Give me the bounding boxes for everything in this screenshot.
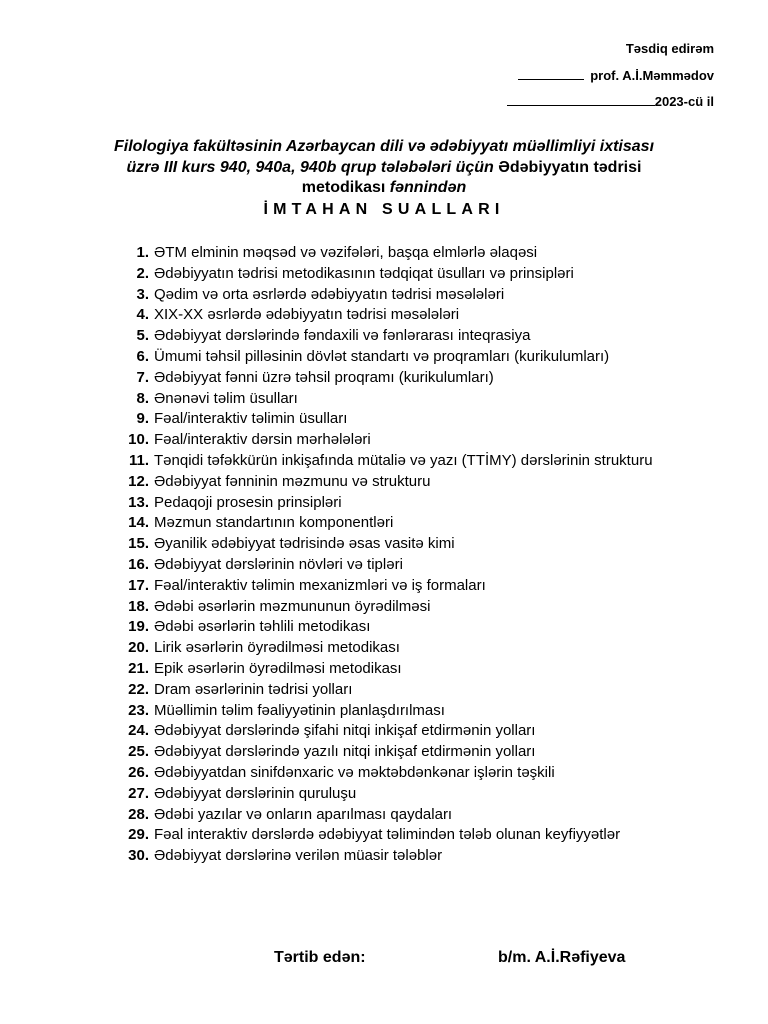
question-number: 9. [136,410,149,428]
question-text: Fəal/interaktiv dərsin mərhələləri [154,431,371,449]
question-text: Ədəbi yazılar və onların aparılması qaydaları [154,805,453,823]
question-text: Ədəbiyyatın tədrisi metodikasının tədqiqat üsulları və prinsipləri [154,264,574,282]
question-text: Müəllimin təlim fəaliyyətinin planlaşdırılması [154,701,445,719]
question-text: Məzmun standartının komponentləri [154,514,394,532]
question-number: 25. [128,743,149,761]
question-item [117,784,715,805]
question-text: Epik əsərlərin öyrədilməsi metodikası [154,659,402,677]
question-number: 2. [136,264,149,282]
question-item [117,763,715,784]
question-text: Əyanilik ədəbiyyat tədrisində əsas vasitə kimi [154,535,455,553]
question-item [117,285,715,306]
question-text: Dram əsərlərinin tədrisi yolları [154,680,353,698]
question-item [117,680,715,701]
question-number: 11. [128,451,149,469]
question-text: Fəal/interaktiv təlimin mexanizmləri və iş formaları [154,576,486,594]
question-text: Ədəbiyyat dərslərinin quruluşu [154,784,357,802]
date-blank [507,93,655,106]
question-number: 26. [128,763,149,781]
compiled-by-label: Tərtib edən: [274,949,366,966]
question-number: 27. [128,784,149,802]
question-item [117,305,715,326]
question-number: 13. [128,493,149,511]
question-text: Ədəbiyyat dərslərinə verilən müasir tələblər [154,847,443,865]
question-item [117,576,715,597]
question-item [117,617,715,638]
question-number: 8. [136,389,149,407]
question-item [117,326,715,347]
approval-block [507,36,714,116]
question-item [117,721,715,742]
question-text: Ədəbiyyat dərslərində fəndaxili və fənlərarası inteqrasiya [154,327,531,345]
question-number: 23. [128,701,149,719]
question-number: 17. [128,576,149,594]
exam-title: İMTAHAN SUALLARI [263,200,505,218]
question-text: Lirik əsərlərin öyrədilməsi metodikası [154,639,400,657]
approval-signature-line [507,63,714,90]
question-item [117,846,715,867]
question-text: Ədəbi əsərlərin təhlili metodikası [154,618,371,636]
question-number: 6. [136,347,149,365]
question-text: XIX-XX əsrlərdə ədəbiyyatın tədrisi məsələləri [154,306,460,324]
signature-blank [518,67,584,80]
question-text: Ədəbi əsərlərin məzmununun öyrədilməsi [154,597,431,615]
question-text: Ədəbiyyat dərslərində yazılı nitqi inkişaf etdirmənin yolları [154,743,536,761]
question-number: 5. [136,327,149,345]
heading-description [100,137,668,199]
question-item [117,451,715,472]
question-text: Ümumi təhsil pilləsinin dövlət standartı və proqramları (kurikulumları) [154,347,610,365]
question-text: Ədəbiyyat fənni üzrə təhsil proqramı (kurikulumları) [154,368,494,386]
question-item [117,825,715,846]
question-number: 24. [128,722,149,740]
question-number: 3. [136,285,149,303]
question-number: 20. [128,639,149,657]
question-item [117,742,715,763]
question-number: 30. [128,847,149,865]
question-number: 21. [128,659,149,677]
compiler-name: b/m. A.İ.Rəfiyeva [498,949,626,966]
question-text: Fəal/interaktiv təlimin üsulları [154,410,348,428]
question-number: 12. [128,472,149,490]
question-item [117,513,715,534]
question-text: Fəal interaktiv dərslərdə ədəbiyyat təlimindən tələb olunan keyfiyyətlər [154,826,621,844]
question-item [117,659,715,680]
heading-part-3: fənnindən [389,179,467,196]
question-item [117,555,715,576]
question-number: 10. [128,431,149,449]
question-item [117,534,715,555]
question-number: 7. [136,368,149,386]
question-item [117,701,715,722]
question-text: Ədəbiyyat dərslərində şifahi nitqi inkişaf etdirmənin yolları [154,722,536,740]
question-number: 15. [128,535,149,553]
question-item [117,347,715,368]
question-text: Ədəbiyyat fənninin məzmunu və strukturu [154,472,431,490]
question-text: Pedaqoji prosesin prinsipləri [154,493,342,511]
question-number: 4. [136,306,149,324]
question-text: Tənqidi təfəkkürün inkişafında mütaliə və yazı (TTİMY) dərslərinin strukturu [154,451,653,469]
approver-name: prof. A.İ.Məmmədov [590,67,714,83]
approval-date-line [507,89,714,116]
question-item [117,389,715,410]
heading-part-2: Ədəbiyyatın tədrisi metodikası [301,158,642,196]
question-list [117,243,715,867]
question-item [117,264,715,285]
question-item [117,597,715,618]
question-number: 22. [128,680,149,698]
question-item [117,368,715,389]
question-item [117,409,715,430]
question-text: Ədəbiyyat dərslərinin növləri və tipləri [154,555,403,573]
question-number: 16. [128,555,149,573]
question-item [117,805,715,826]
approval-title: Təsdiq edirəm [625,41,714,56]
document-heading [100,137,668,220]
question-number: 14. [128,514,149,532]
question-number: 19. [128,618,149,636]
question-item [117,638,715,659]
question-item [117,493,715,514]
question-number: 18. [128,597,149,615]
approval-year: 2023-cü il [654,94,714,109]
heading-part-1: Filologiya fakültəsinin Azərbaycan dili və ədəbiyyatı müəllimliyi ixtisası üzrə III kurs 940, 940a, 940b qrup tələbələri üçün [113,138,655,176]
question-text: Qədim və orta əsrlərdə ədəbiyyatın tədrisi məsələləri [154,285,505,303]
question-item [117,243,715,264]
question-text: ƏTM elminin məqsəd və vəzifələri, başqa elmlərlə əlaqəsi [154,244,538,261]
question-text: Ənənəvi təlim üsulları [154,389,298,407]
question-number: 28. [128,805,149,823]
question-item [117,472,715,493]
question-number: 1. [136,244,149,261]
question-item [117,430,715,451]
question-number: 29. [128,826,149,844]
question-text: Ədəbiyyatdan sinifdənxaric və məktəbdənkənar işlərin təşkili [154,763,555,781]
